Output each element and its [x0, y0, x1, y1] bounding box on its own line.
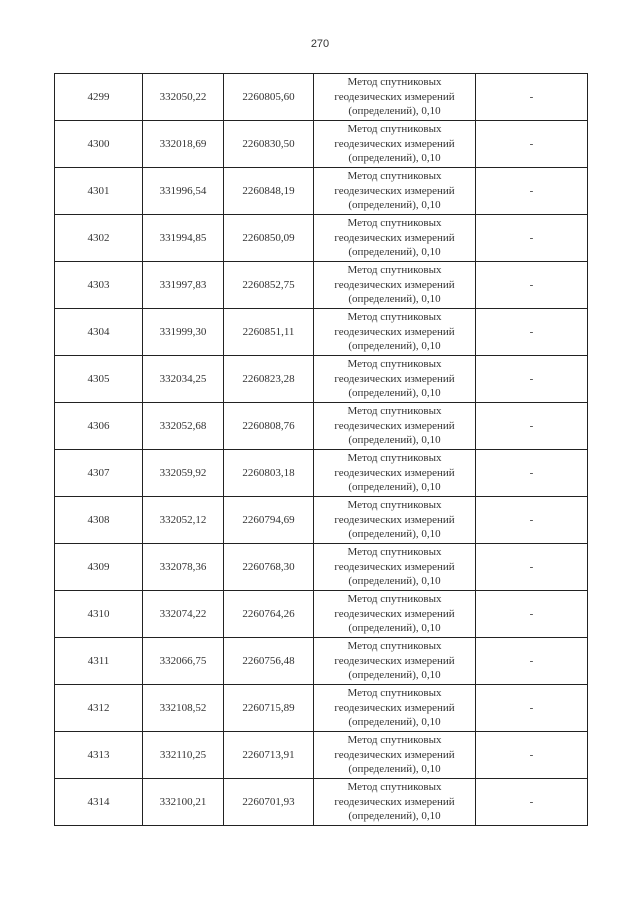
- x-coordinate-cell: 332052,68: [143, 403, 224, 450]
- y-coordinate-cell: 2260830,50: [224, 121, 314, 168]
- point-number-cell: 4305: [55, 356, 143, 403]
- table-row: [55, 450, 588, 497]
- y-coordinate-cell: 2260852,75: [224, 262, 314, 309]
- table-row: [55, 262, 588, 309]
- method-line: (определений), 0,10: [348, 105, 441, 118]
- y-coordinate-cell: 2260715,89: [224, 685, 314, 732]
- table-row: [55, 544, 588, 591]
- method-line: Метод спутниковых: [347, 781, 442, 794]
- point-number-cell: 4300: [55, 121, 143, 168]
- method-line: (определений), 0,10: [348, 622, 441, 635]
- method-cell: [314, 732, 476, 779]
- method-line: Метод спутниковых: [347, 264, 442, 277]
- x-coordinate-cell: 332066,75: [143, 638, 224, 685]
- x-coordinate-cell: 332100,21: [143, 779, 224, 826]
- method-line: геодезических измерений: [334, 372, 455, 385]
- method-line: Метод спутниковых: [347, 687, 442, 700]
- method-line: Метод спутниковых: [347, 546, 442, 559]
- y-coordinate-cell: 2260851,11: [224, 309, 314, 356]
- x-coordinate-cell: 331999,30: [143, 309, 224, 356]
- method-line: Метод спутниковых: [347, 452, 442, 465]
- method-line: (определений), 0,10: [348, 293, 441, 306]
- method-line: геодезических измерений: [334, 513, 455, 526]
- table-row: [55, 403, 588, 450]
- point-number-cell: 4313: [55, 732, 143, 779]
- method-line: геодезических измерений: [334, 795, 455, 808]
- dash-cell: -: [476, 591, 588, 638]
- method-cell: [314, 779, 476, 826]
- x-coordinate-cell: 332050,22: [143, 74, 224, 121]
- dash-cell: -: [476, 309, 588, 356]
- x-coordinate-cell: 332052,12: [143, 497, 224, 544]
- dash-cell: -: [476, 262, 588, 309]
- point-number-cell: 4309: [55, 544, 143, 591]
- table-row: [55, 121, 588, 168]
- method-line: Метод спутниковых: [347, 640, 442, 653]
- dash-cell: -: [476, 544, 588, 591]
- method-line: геодезических измерений: [334, 184, 455, 197]
- method-line: (определений), 0,10: [348, 528, 441, 541]
- dash-cell: -: [476, 497, 588, 544]
- method-line: геодезических измерений: [334, 607, 455, 620]
- dash-cell: -: [476, 215, 588, 262]
- y-coordinate-cell: 2260794,69: [224, 497, 314, 544]
- method-line: геодезических измерений: [334, 231, 455, 244]
- point-number-cell: 4314: [55, 779, 143, 826]
- point-number-cell: 4301: [55, 168, 143, 215]
- method-line: (определений), 0,10: [348, 481, 441, 494]
- method-cell: [314, 591, 476, 638]
- dash-cell: -: [476, 74, 588, 121]
- table-row: [55, 168, 588, 215]
- method-line: геодезических измерений: [334, 560, 455, 573]
- method-line: геодезических измерений: [334, 466, 455, 479]
- method-cell: [314, 544, 476, 591]
- point-number-cell: 4311: [55, 638, 143, 685]
- method-cell: [314, 215, 476, 262]
- point-number-cell: 4307: [55, 450, 143, 497]
- y-coordinate-cell: 2260701,93: [224, 779, 314, 826]
- method-cell: [314, 356, 476, 403]
- method-cell: [314, 638, 476, 685]
- method-cell: [314, 497, 476, 544]
- method-line: Метод спутниковых: [347, 499, 442, 512]
- table-row: [55, 356, 588, 403]
- x-coordinate-cell: 331994,85: [143, 215, 224, 262]
- method-cell: [314, 403, 476, 450]
- table-row: [55, 497, 588, 544]
- coordinates-table: [54, 73, 588, 826]
- method-line: (определений), 0,10: [348, 763, 441, 776]
- method-line: (определений), 0,10: [348, 246, 441, 259]
- x-coordinate-cell: 332078,36: [143, 544, 224, 591]
- point-number-cell: 4302: [55, 215, 143, 262]
- point-number-cell: 4312: [55, 685, 143, 732]
- page-number: 270: [310, 38, 330, 50]
- method-line: (определений), 0,10: [348, 810, 441, 823]
- method-line: (определений), 0,10: [348, 669, 441, 682]
- y-coordinate-cell: 2260756,48: [224, 638, 314, 685]
- y-coordinate-cell: 2260805,60: [224, 74, 314, 121]
- method-line: Метод спутниковых: [347, 217, 442, 230]
- method-line: геодезических измерений: [334, 748, 455, 761]
- method-line: геодезических измерений: [334, 137, 455, 150]
- method-cell: [314, 685, 476, 732]
- method-line: геодезических измерений: [334, 90, 455, 103]
- dash-cell: -: [476, 356, 588, 403]
- method-cell: [314, 262, 476, 309]
- point-number-cell: 4310: [55, 591, 143, 638]
- dash-cell: -: [476, 168, 588, 215]
- dash-cell: -: [476, 779, 588, 826]
- table-row: [55, 732, 588, 779]
- y-coordinate-cell: 2260768,30: [224, 544, 314, 591]
- y-coordinate-cell: 2260764,26: [224, 591, 314, 638]
- method-line: Метод спутниковых: [347, 76, 442, 89]
- method-line: Метод спутниковых: [347, 734, 442, 747]
- method-line: (определений), 0,10: [348, 199, 441, 212]
- method-line: (определений), 0,10: [348, 716, 441, 729]
- table-row: [55, 591, 588, 638]
- y-coordinate-cell: 2260848,19: [224, 168, 314, 215]
- method-line: Метод спутниковых: [347, 123, 442, 136]
- point-number-cell: 4306: [55, 403, 143, 450]
- method-line: (определений), 0,10: [348, 575, 441, 588]
- y-coordinate-cell: 2260808,76: [224, 403, 314, 450]
- y-coordinate-cell: 2260803,18: [224, 450, 314, 497]
- x-coordinate-cell: 332018,69: [143, 121, 224, 168]
- dash-cell: -: [476, 638, 588, 685]
- method-line: геодезических измерений: [334, 654, 455, 667]
- table-row: [55, 309, 588, 356]
- method-line: геодезических измерений: [334, 278, 455, 291]
- method-cell: [314, 121, 476, 168]
- method-cell: [314, 450, 476, 497]
- method-line: Метод спутниковых: [347, 593, 442, 606]
- method-cell: [314, 74, 476, 121]
- method-line: геодезических измерений: [334, 701, 455, 714]
- method-line: (определений), 0,10: [348, 152, 441, 165]
- table-row: [55, 779, 588, 826]
- x-coordinate-cell: 332059,92: [143, 450, 224, 497]
- method-line: Метод спутниковых: [347, 311, 442, 324]
- point-number-cell: 4303: [55, 262, 143, 309]
- method-line: (определений), 0,10: [348, 387, 441, 400]
- method-line: (определений), 0,10: [348, 340, 441, 353]
- table-row: [55, 74, 588, 121]
- point-number-cell: 4304: [55, 309, 143, 356]
- method-line: геодезических измерений: [334, 325, 455, 338]
- dash-cell: -: [476, 403, 588, 450]
- dash-cell: -: [476, 732, 588, 779]
- method-line: Метод спутниковых: [347, 170, 442, 183]
- method-line: геодезических измерений: [334, 419, 455, 432]
- method-line: Метод спутниковых: [347, 405, 442, 418]
- method-cell: [314, 168, 476, 215]
- method-line: Метод спутниковых: [347, 358, 442, 371]
- x-coordinate-cell: 332074,22: [143, 591, 224, 638]
- dash-cell: -: [476, 450, 588, 497]
- y-coordinate-cell: 2260850,09: [224, 215, 314, 262]
- method-cell: [314, 309, 476, 356]
- x-coordinate-cell: 332110,25: [143, 732, 224, 779]
- method-line: (определений), 0,10: [348, 434, 441, 447]
- table-row: [55, 685, 588, 732]
- dash-cell: -: [476, 685, 588, 732]
- point-number-cell: 4299: [55, 74, 143, 121]
- y-coordinate-cell: 2260823,28: [224, 356, 314, 403]
- x-coordinate-cell: 331997,83: [143, 262, 224, 309]
- point-number-cell: 4308: [55, 497, 143, 544]
- x-coordinate-cell: 332034,25: [143, 356, 224, 403]
- dash-cell: -: [476, 121, 588, 168]
- coordinates-table-body: [55, 74, 588, 826]
- y-coordinate-cell: 2260713,91: [224, 732, 314, 779]
- x-coordinate-cell: 331996,54: [143, 168, 224, 215]
- table-row: [55, 215, 588, 262]
- table-row: [55, 638, 588, 685]
- x-coordinate-cell: 332108,52: [143, 685, 224, 732]
